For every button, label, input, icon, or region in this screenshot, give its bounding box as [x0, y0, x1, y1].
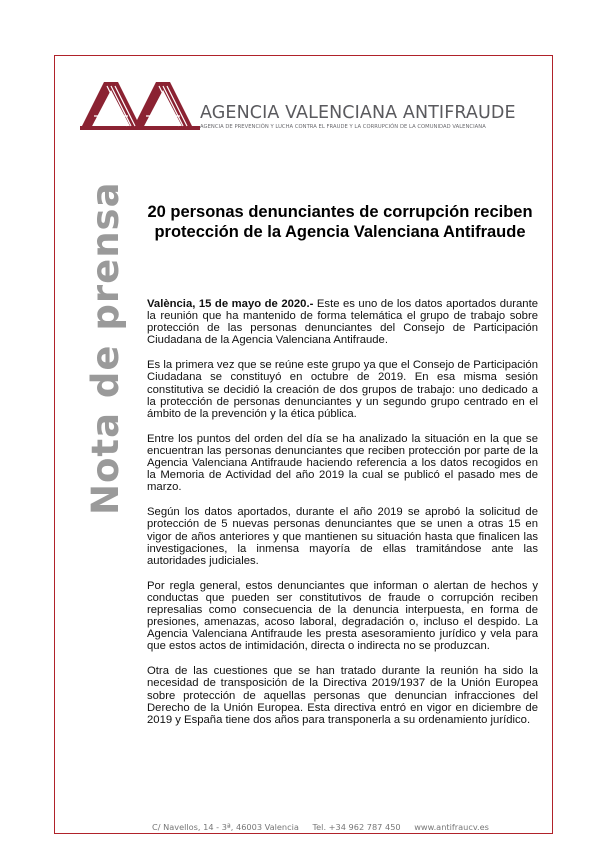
headline: 20 personas denunciantes de corrupción reciben protección de la Agencia Valenciana Antifraude: [147, 203, 533, 241]
press-release-label: Nota de prensa: [84, 181, 127, 515]
footer-address: C/ Navellos, 14 - 3ª, 46003 Valencia: [152, 822, 299, 832]
agency-subtitle: AGENCIA DE PREVENCIÓN Y LUCHA CONTRA EL FRAUDE Y LA CORRUPCIÓN DE LA COMUNIDAD VALENCIANA: [200, 124, 486, 130]
paragraph: Por regla general, estos denunciantes que informan o alertan de hechos y conductas que pueden ser constitutivos de fraude o corrupción reciben represalias como consecuencia de la denuncia interpuesta, en forma de presiones, amenazas, acoso laboral, degradación o, incluso el despido. La Agencia Valenciana Antifraude les presta asesoramiento jurídico y vela para que estos actos de intimidación, directa o indirecta no se produzcan.: [147, 579, 538, 653]
paragraph: Otra de las cuestiones que se han tratado durante la reunión ha sido la necesidad de transposición de la Directiva 2019/1937 de la Unión Europea sobre protección de aquellas personas que denuncian infracciones del Derecho de la Unión Europea. Esta directiva entró en vigor en diciembre de 2019 y España tiene dos años para transponerla a su ordenamiento jurídico.: [147, 665, 538, 726]
article-body: [147, 298, 538, 739]
footer: [152, 822, 500, 832]
paragraph: Entre los puntos del orden del día se ha analizado la situación en la que se encuentran las personas denunciantes que reciben protección por parte de la Agencia Valenciana Antifraude haciendo referencia a los datos recogidos en la Memoria de Actividad del año 2019 la cual se publicó el pasado mes de marzo.: [147, 432, 538, 494]
paragraph: [147, 298, 538, 346]
dateline: València, 15 de mayo de 2020.-: [147, 298, 314, 310]
paragraph: Según los datos aportados, durante el año 2019 se aprobó la solicitud de protección de 5 nuevas personas denunciantes que se unen a otras 15 en vigor de años anteriores y que mantienen su situación hasta que finalicen las investigaciones, la inmensa mayoría de ellas tramitándose ante las autoridades judiciales.: [147, 506, 538, 567]
footer-website[interactable]: www.antifraucv.es: [414, 822, 489, 832]
agency-name: AGENCIA VALENCIANA ANTIFRAUDE: [200, 103, 516, 123]
paragraph-text: Este es uno de los datos aportados durante la reunión que ha mantenido de forma telemática el grupo de trabajo sobre protección de las personas denunciantes del Consejo de Participación Ciudadana de la Agencia Valenciana Antifraude.: [147, 298, 539, 347]
agency-logo-icon: [80, 82, 200, 130]
paragraph: Es la primera vez que se reúne este grupo ya que el Consejo de Participación Ciudadana se constituyó en octubre de 2019. En esa misma sesión constitutiva se decidió la creación de dos grupos de trabajo: uno dedicado a la protección de personas denunciantes y un segundo grupo centrado en el ámbito de la prevención y la ética pública.: [147, 359, 538, 420]
footer-phone: Tel. +34 962 787 450: [312, 822, 401, 832]
